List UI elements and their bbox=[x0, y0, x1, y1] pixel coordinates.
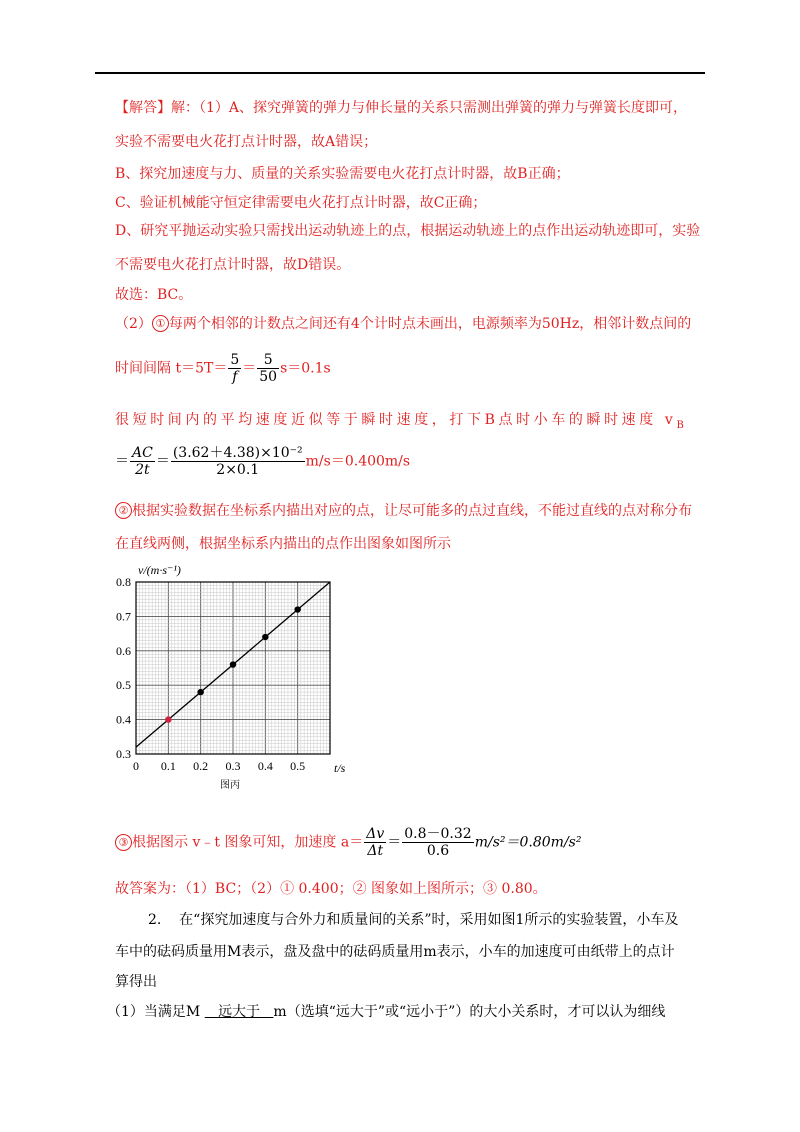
y-tick-label: 0.3 bbox=[116, 747, 131, 761]
q2-line-1 bbox=[148, 909, 678, 929]
chart-grid bbox=[136, 582, 330, 754]
frac-den: f bbox=[232, 369, 238, 385]
velocity-text: 很短时间内的平均速度近似等于瞬时速度，打下B点时小车的瞬时速度 v bbox=[115, 412, 677, 428]
frac-den: Δt bbox=[367, 843, 384, 859]
acceleration-formula bbox=[115, 826, 581, 859]
frac-num: AC bbox=[132, 445, 153, 461]
accel-result: m/s²＝0.80m/s² bbox=[474, 834, 582, 851]
accel-label: 根据图示 v﹣t 图象可知，加速度 a＝ bbox=[132, 834, 364, 851]
vt-chart bbox=[112, 560, 372, 792]
frac-den: 2×0.1 bbox=[216, 462, 260, 478]
q2-text-1: 在“探究加速度与合外力和质量间的关系”时，采用如图1所示的实验装置，小车及 bbox=[179, 912, 679, 928]
fraction-diff-over-06 bbox=[402, 826, 473, 859]
circle-3: ③ bbox=[115, 834, 132, 851]
equals: ＝ bbox=[242, 360, 257, 377]
part2-line-2 bbox=[115, 500, 692, 520]
frac-num: 5 bbox=[230, 352, 240, 368]
x-tick-label: 0.1 bbox=[160, 759, 176, 773]
frac-den: 50 bbox=[259, 369, 278, 385]
velocity-result: m/s＝0.400m/s bbox=[305, 453, 411, 470]
answer-line-2: 实验不需要电火花打点计时器，故A错误； bbox=[115, 134, 378, 150]
period-result: s＝0.1s bbox=[280, 360, 331, 377]
x-tick-label: 0.3 bbox=[225, 759, 241, 773]
x-tick-label: 0.2 bbox=[193, 759, 209, 773]
circle-2: ② bbox=[115, 502, 132, 519]
part2-text-1: 每两个相邻的计数点之间还有4个计时点未画出，电源频率为50Hz，相邻计数点间的 bbox=[168, 316, 692, 332]
q2-blank-text: 远大于 bbox=[218, 1004, 261, 1020]
period-formula bbox=[115, 352, 331, 385]
period-label: 时间间隔 t＝5T＝ bbox=[115, 360, 228, 377]
answer-choice: 故选：BC。 bbox=[115, 287, 193, 303]
x-tick-labels bbox=[133, 759, 305, 773]
circle-1: ① bbox=[152, 315, 169, 332]
part2-prefix: （2） bbox=[115, 316, 152, 332]
answer-line-1: 【解答】解：（1）A、探究弹簧的弹力与伸长量的关系只需测出弹簧的弹力与弹簧长度即可， bbox=[115, 100, 688, 116]
subscript-b: B bbox=[676, 419, 684, 431]
header-rule bbox=[95, 72, 705, 74]
y-axis-label: v/(m·s⁻¹) bbox=[138, 563, 181, 577]
part2-line-3: 在直线两侧，根据坐标系内描出的点作出图象如图所示 bbox=[115, 536, 451, 552]
q2-line-3: 算得出 bbox=[115, 974, 157, 990]
data-point bbox=[230, 661, 236, 667]
x-tick-label: 0 bbox=[133, 759, 139, 773]
q2-text-4a: （1）当满足M bbox=[107, 1004, 201, 1020]
frac-den: 2t bbox=[135, 462, 150, 478]
frac-den: 0.6 bbox=[426, 843, 450, 859]
answer-line-5: D、研究平抛运动实验只需找出运动轨迹上的点，根据运动轨迹上的点作出运动轨迹即可，实验 bbox=[115, 223, 701, 239]
x-tick-label: 0.5 bbox=[290, 759, 306, 773]
data-point bbox=[262, 634, 268, 640]
equals: ＝ bbox=[155, 453, 170, 470]
data-point bbox=[165, 716, 171, 722]
fraction-sum-over-02 bbox=[171, 445, 305, 478]
q2-number: 2. bbox=[148, 912, 162, 928]
data-point bbox=[294, 606, 300, 612]
y-tick-labels bbox=[116, 575, 131, 761]
q2-line-2: 车中的砝码质量用M表示，盘及盘中的砝码质量用m表示，小车的加速度可由纸带上的点计 bbox=[115, 944, 675, 960]
y-tick-label: 0.7 bbox=[116, 609, 131, 624]
y-tick-label: 0.5 bbox=[116, 678, 131, 693]
y-tick-label: 0.4 bbox=[116, 712, 131, 727]
q2-line-4 bbox=[107, 1001, 665, 1021]
data-point bbox=[197, 689, 203, 695]
fraction-5-over-f bbox=[228, 352, 241, 385]
frac-num: (3.62＋4.38)×10⁻² bbox=[172, 445, 303, 461]
part2-line-1 bbox=[115, 313, 691, 333]
x-axis-label: t/s bbox=[334, 761, 346, 775]
answer-line-6: 不需要电火花打点计时器，故D错误。 bbox=[115, 257, 351, 273]
y-tick-label: 0.8 bbox=[116, 575, 131, 589]
final-answer: 故答案为：（1）BC；（2）① 0.400；② 图象如上图所示；③ 0.80。 bbox=[115, 881, 547, 897]
fraction-5-over-50 bbox=[257, 352, 279, 385]
y-tick-label: 0.6 bbox=[116, 643, 131, 658]
q2-blank-answer bbox=[205, 1004, 274, 1020]
velocity-sentence bbox=[115, 409, 684, 431]
equals: ＝ bbox=[387, 834, 402, 851]
chart-caption: 图丙 bbox=[220, 780, 240, 791]
frac-num: Δv bbox=[366, 826, 385, 842]
fraction-ac-over-2t bbox=[130, 445, 155, 478]
q2-text-4b: m（选填“远大于”或“远小于”）的大小关系时，才可以认为细线 bbox=[273, 1004, 666, 1020]
answer-line-4: C、验证机械能守恒定律需要电火花打点计时器，故C正确； bbox=[115, 195, 487, 211]
velocity-formula bbox=[115, 445, 410, 478]
frac-num: 5 bbox=[257, 352, 279, 369]
equals: ＝ bbox=[115, 453, 129, 470]
x-tick-label: 0.4 bbox=[257, 759, 273, 773]
part2-text-2: 根据实验数据在坐标系内描出对应的点，让尽可能多的点过直线，不能过直线的点对称分布 bbox=[132, 503, 692, 519]
frac-num: 0.8－0.32 bbox=[404, 826, 472, 842]
fraction-dv-over-dt bbox=[364, 826, 386, 859]
answer-line-3: B、探究加速度与力、质量的关系实验需要电火花打点计时器，故B正确； bbox=[115, 166, 570, 182]
